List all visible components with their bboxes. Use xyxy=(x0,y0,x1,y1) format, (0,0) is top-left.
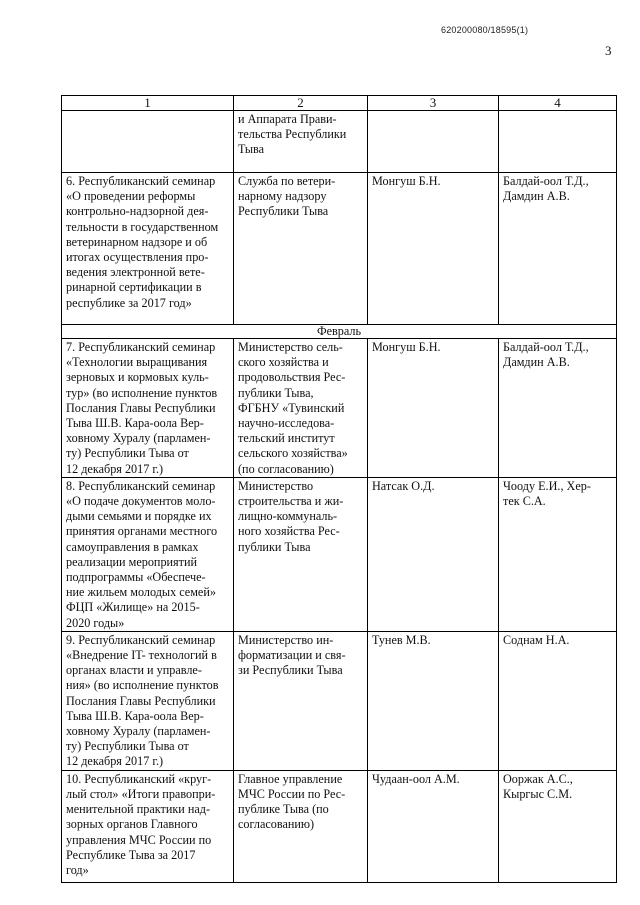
participants-cell xyxy=(499,111,617,173)
participants-cell: Балдай-оол Т.Д., Дамдин А.В. xyxy=(499,173,617,325)
participants-cell: Чооду Е.И., Хер- тек С.А. xyxy=(499,477,617,631)
participants-cell: Соднам Н.А. xyxy=(499,631,617,770)
responsible-cell: Монгуш Б.Н. xyxy=(368,173,499,325)
responsible-cell: Натсак О.Д. xyxy=(368,477,499,631)
participants-cell: Балдай-оол Т.Д., Дамдин А.В. xyxy=(499,339,617,478)
organizer-cell: Служба по ветери- нарному надзору Республики Тыва xyxy=(234,173,368,325)
organizer-cell: и Аппарата Прави- тельства Республики Тыва xyxy=(234,111,368,173)
table-row xyxy=(62,477,617,631)
month-row xyxy=(62,325,617,339)
document-id: 620200080/18595(1) xyxy=(441,25,529,35)
table-row xyxy=(62,339,617,478)
organizer-cell: Министерство сель- ского хозяйства и продовольствия Рес- публики Тыва, ФГБНУ «Тувинский научно-исследова- тельский институт сельского хозяйства» (по согласованию) xyxy=(234,339,368,478)
organizer-cell: Министерство строительства и жи- лищно-коммуналь- ного хозяйства Рес- публики Тыва xyxy=(234,477,368,631)
page-number: 3 xyxy=(605,43,612,58)
responsible-cell: Тунев М.В. xyxy=(368,631,499,770)
table-row xyxy=(62,631,617,770)
participants-cell: Ооржак А.С., Кыргыс С.М. xyxy=(499,770,617,882)
table-row xyxy=(62,173,617,325)
organizer-cell: Главное управление МЧС России по Рес- публике Тыва (по согласованию) xyxy=(234,770,368,882)
event-cell: 6. Республиканский семинар «О проведении реформы контрольно-надзорной дея- тельности в государственном ветеринарном надзоре и об итогах осуществления про- ведения электронной вете- ринарной сертификации в республике за 2017 год» xyxy=(62,173,234,325)
table-row xyxy=(62,111,617,173)
event-cell: 8. Республиканский семинар «О подаче документов моло- дыми семьями и порядке их принятия органами местного самоуправления в рамках реализации мероприятий подпрограммы «Обеспече- ние жильем молодых семей» ФЦП «Жилище» на 2015- 2020 годы» xyxy=(62,477,234,631)
organizer-cell: Министерство ин- форматизации и свя- зи Республики Тыва xyxy=(234,631,368,770)
event-cell: 9. Республиканский семинар «Внедрение IT- технологий в органах власти и управле- ния» (во исполнение пунктов Послания Главы Республики Тыва Ш.В. Кара-оола Вер- ховному Хуралу (парламен- ту) Республики Тыва от 12 декабря 2017 г.) xyxy=(62,631,234,770)
event-cell: 7. Республиканский семинар «Технологии выращивания зерновых и кормовых куль- тур» (во исполнение пунктов Послания Главы Республики Тыва Ш.В. Кара-оола Вер- ховному Хуралу (парламен- ту) Республики Тыва от 12 декабря 2017 г.) xyxy=(62,339,234,478)
column-header: 3 xyxy=(368,96,499,111)
column-header: 4 xyxy=(499,96,617,111)
table-header-row xyxy=(62,96,617,111)
column-header: 1 xyxy=(62,96,234,111)
responsible-cell: Чудаан-оол А.М. xyxy=(368,770,499,882)
event-cell: 10. Республиканский «круг- лый стол» «Итоги правопри- менительной практики над- зорных органов Главного управления МЧС России по Республике Тыва за 2017 год» xyxy=(62,770,234,882)
responsible-cell xyxy=(368,111,499,173)
column-header: 2 xyxy=(234,96,368,111)
events-table xyxy=(61,95,617,883)
table-row xyxy=(62,770,617,882)
responsible-cell: Монгуш Б.Н. xyxy=(368,339,499,478)
month-label: Февраль xyxy=(62,325,617,339)
event-cell xyxy=(62,111,234,173)
